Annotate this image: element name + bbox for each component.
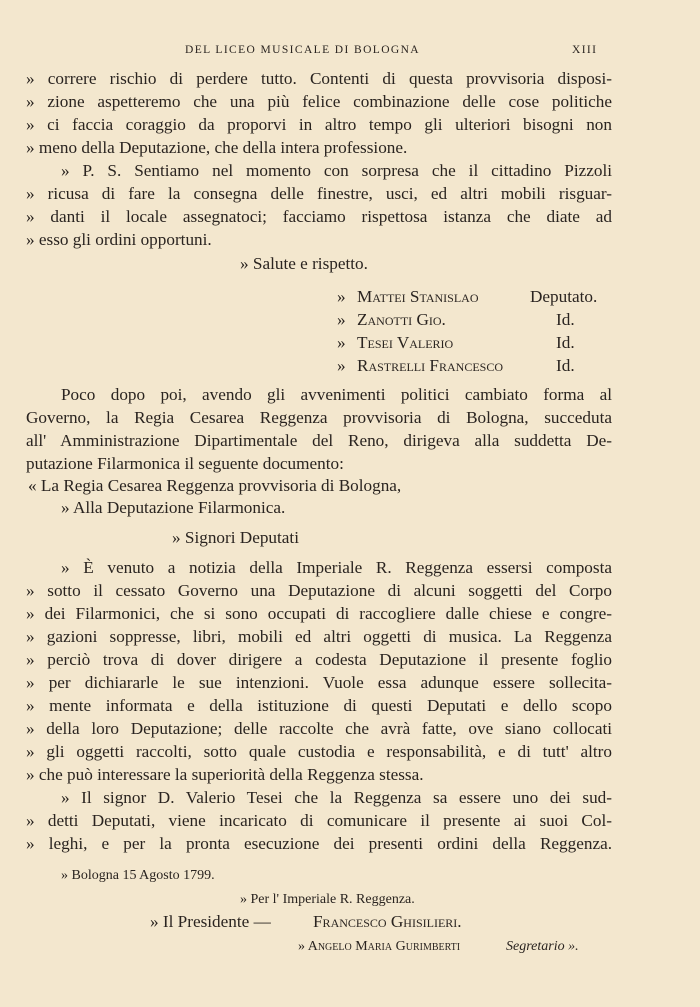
narrative-line: Poco dopo poi, avendo gli avvenimenti politici cambiato forma al	[61, 385, 612, 404]
letter-line: » zione aspetteremo che una più felice combinazione delle cose politiche	[26, 92, 612, 111]
letter-line: » meno della Deputazione, che della intera professione.	[26, 138, 408, 157]
document-line: » per dichiararle le sue intenzioni. Vuole essa adunque essere sollecita-	[26, 673, 612, 692]
document-line: » perciò trova di dover dirigere a codesta Deputazione il presente foglio	[26, 650, 612, 669]
document-line: » detti Deputati, viene incaricato di comunicare il presente ai suoi Col-	[26, 811, 612, 830]
document-date: » Bologna 15 Agosto 1799.	[61, 868, 215, 883]
document-line: » Il signor D. Valerio Tesei che la Reggenza sa essere uno dei sud-	[61, 788, 612, 807]
closing: » Salute e rispetto.	[240, 254, 368, 273]
secretary-name: » Angelo Maria Gurimberti	[298, 939, 461, 954]
narrative-line: Governo, la Regia Cesarea Reggenza provvisoria di Bologna, succeduta	[26, 408, 612, 427]
signatory-name: Zanotti Gio.	[357, 310, 446, 329]
signatory-mark: »	[337, 356, 346, 375]
ps-line: » P. S. Sentiamo nel momento con sorpresa che il cittadino Pizzoli	[61, 161, 612, 180]
signatory-name: Mattei Stanislao	[357, 287, 479, 306]
signatory-role: Id.	[556, 310, 575, 329]
document-line: » È venuto a notizia della Imperiale R. Reggenza essersi composta	[61, 558, 612, 577]
document-addressee: » Alla Deputazione Filarmonica.	[61, 498, 286, 517]
secretary-role: Segretario ».	[506, 939, 579, 954]
letter-line: » ci faccia coraggio da proporvi in altro tempo gli ulteriori bisogni non	[26, 115, 612, 134]
page-number: XIII	[572, 44, 598, 56]
signatory-name: Rastrelli Francesco	[357, 356, 503, 375]
ps-line: » ricusa di fare la consegna delle finestre, usci, ed altri mobili risguar-	[26, 184, 612, 203]
document-line: » gazioni soppresse, libri, mobili ed altri oggetti di musica. La Reggenza	[26, 627, 612, 646]
document-line: » della loro Deputazione; delle raccolte che avrà fatte, ove siano collocati	[26, 719, 612, 738]
document-heading: « La Regia Cesarea Reggenza provvisoria di Bologna,	[28, 476, 402, 495]
signatory-role: Id.	[556, 333, 575, 352]
signatory-mark: »	[337, 310, 346, 329]
signatory-name: Tesei Valerio	[357, 333, 454, 352]
running-head: DEL LICEO MUSICALE DI BOLOGNA	[185, 44, 421, 56]
narrative-line: putazione Filarmonica il seguente documento:	[26, 454, 344, 473]
letter-line: » correre rischio di perdere tutto. Contenti di questa provvisoria disposi-	[26, 69, 612, 88]
document-salutation: » Signori Deputati	[172, 528, 299, 547]
document-line: » che può interessare la superiorità della Reggenza stessa.	[26, 765, 424, 784]
signatory-mark: »	[337, 287, 346, 306]
document-line: » sotto il cessato Governo una Deputazione di alcuni soggetti del Corpo	[26, 581, 612, 600]
narrative-line: all' Amministrazione Dipartimentale del Reno, dirigeva alla suddetta De-	[26, 431, 612, 450]
president-prefix: » Il Presidente —	[150, 912, 271, 931]
ps-line: » esso gli ordini opportuni.	[26, 230, 212, 249]
signatory-mark: »	[337, 333, 346, 352]
per-line: » Per l' Imperiale R. Reggenza.	[240, 892, 415, 907]
document-line: » leghi, e per la pronta esecuzione dei presenti ordini della Reggenza.	[26, 834, 612, 853]
signatory-role: Id.	[556, 356, 575, 375]
signatory-role: Deputato.	[530, 287, 598, 306]
ps-line: » danti il locale assegnatoci; facciamo rispettosa istanza che diate ad	[26, 207, 612, 226]
document-line: » dei Filarmonici, che si sono occupati di raccogliere dalle chiese e congre-	[26, 604, 612, 623]
document-line: » gli oggetti raccolti, sotto quale custodia e responsabilità, e di tutt' altro	[26, 742, 612, 761]
document-line: » mente informata e della istituzione di questi Deputati e dello scopo	[26, 696, 612, 715]
president-name: Francesco Ghisilieri.	[313, 912, 462, 931]
